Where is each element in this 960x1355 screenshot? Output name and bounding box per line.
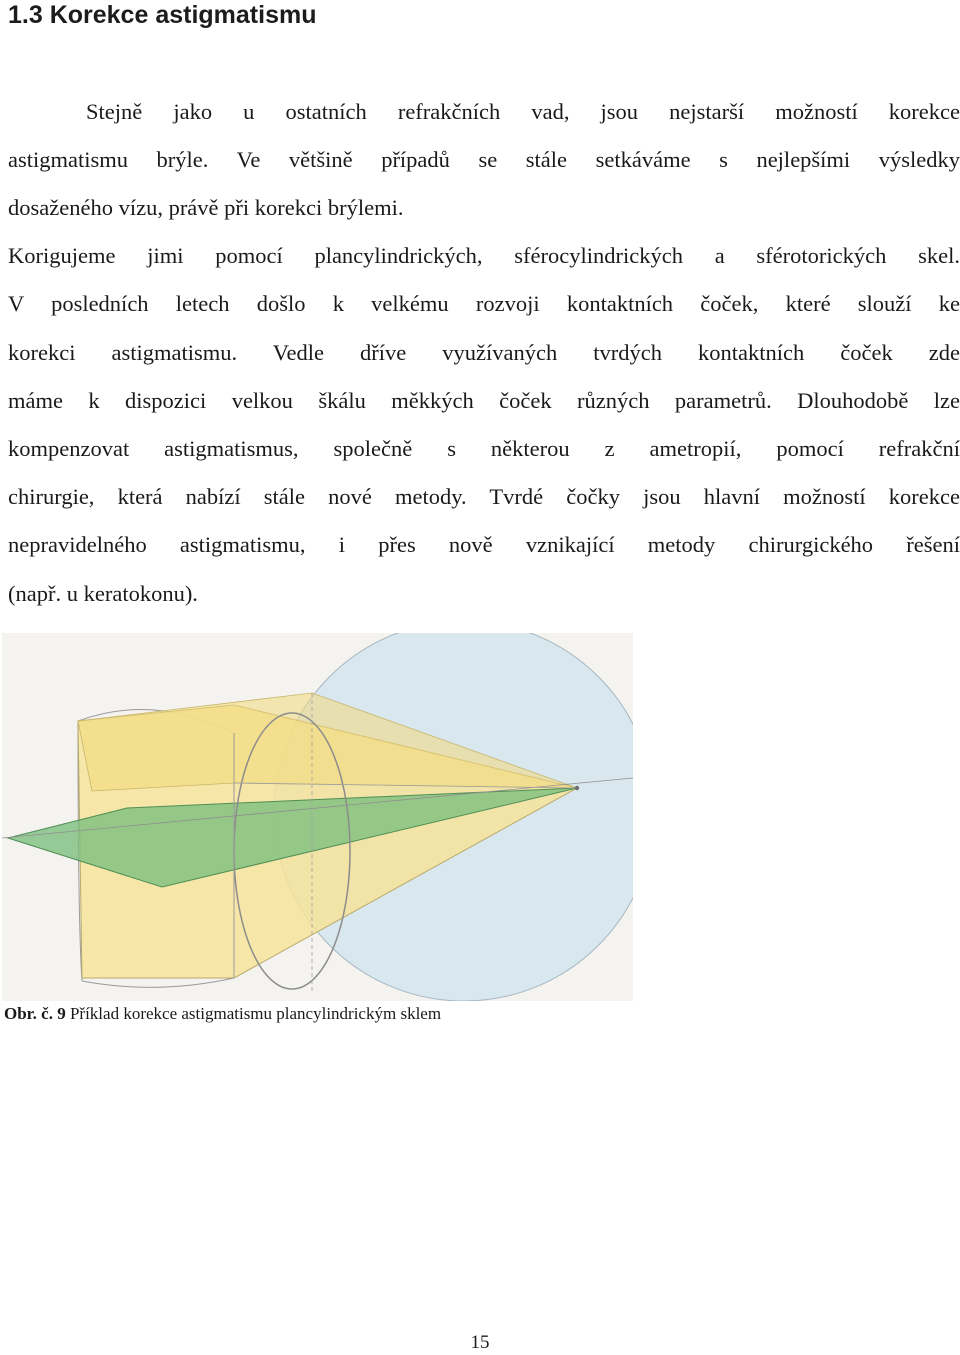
paragraph-line: kompenzovat astigmatismus, společně s některou z ametropií, pomocí refrakční xyxy=(8,436,960,461)
paragraph-line: dosaženého vízu, právě při korekci brýlemi. xyxy=(8,195,404,220)
cylinder-bottom-arc xyxy=(82,978,234,987)
figure-caption xyxy=(4,1003,441,1025)
paragraph-line: máme k dispozici velkou škálu měkkých čoček různých parametrů. Dlouhodobě lze xyxy=(8,388,960,413)
paragraph-line: astigmatismu brýle. Ve většině případů se stále setkáváme s nejlepšími výsledky xyxy=(8,147,960,172)
paragraph-line: chirurgie, která nabízí stále nové metody. Tvrdé čočky jsou hlavní možností korekce xyxy=(8,484,960,509)
focus-point-shape xyxy=(575,786,579,790)
paragraph-line: (např. u keratokonu). xyxy=(8,581,198,606)
caption-label: Obr. č. 9 xyxy=(4,1004,66,1023)
caption-text: Příklad korekce astigmatismu plancylindrickým sklem xyxy=(69,1004,442,1023)
page-number: 15 xyxy=(470,1332,490,1353)
paragraph-line: Korigujeme jimi pomocí plancylindrických, sférocylindrických a sférotorických skel. xyxy=(8,243,960,268)
astigmatism-correction-figure xyxy=(2,633,633,1001)
cylindrical-lens-diagram xyxy=(2,633,633,1001)
paragraph-line: korekci astigmatismu. Vedle dříve využívaných tvrdých kontaktních čoček zde xyxy=(8,340,960,365)
paragraph-line: V posledních letech došlo k velkému rozvoji kontaktních čoček, které slouží ke xyxy=(8,291,960,316)
paragraph-line: Stejně jako u ostatních refrakčních vad, jsou nejstarší možností korekce xyxy=(86,99,960,124)
section-heading: 1.3 Korekce astigmatismu xyxy=(8,1,317,29)
paragraph-line: nepravidelného astigmatismu, i přes nově vznikající metody chirurgického řešení xyxy=(8,532,960,557)
